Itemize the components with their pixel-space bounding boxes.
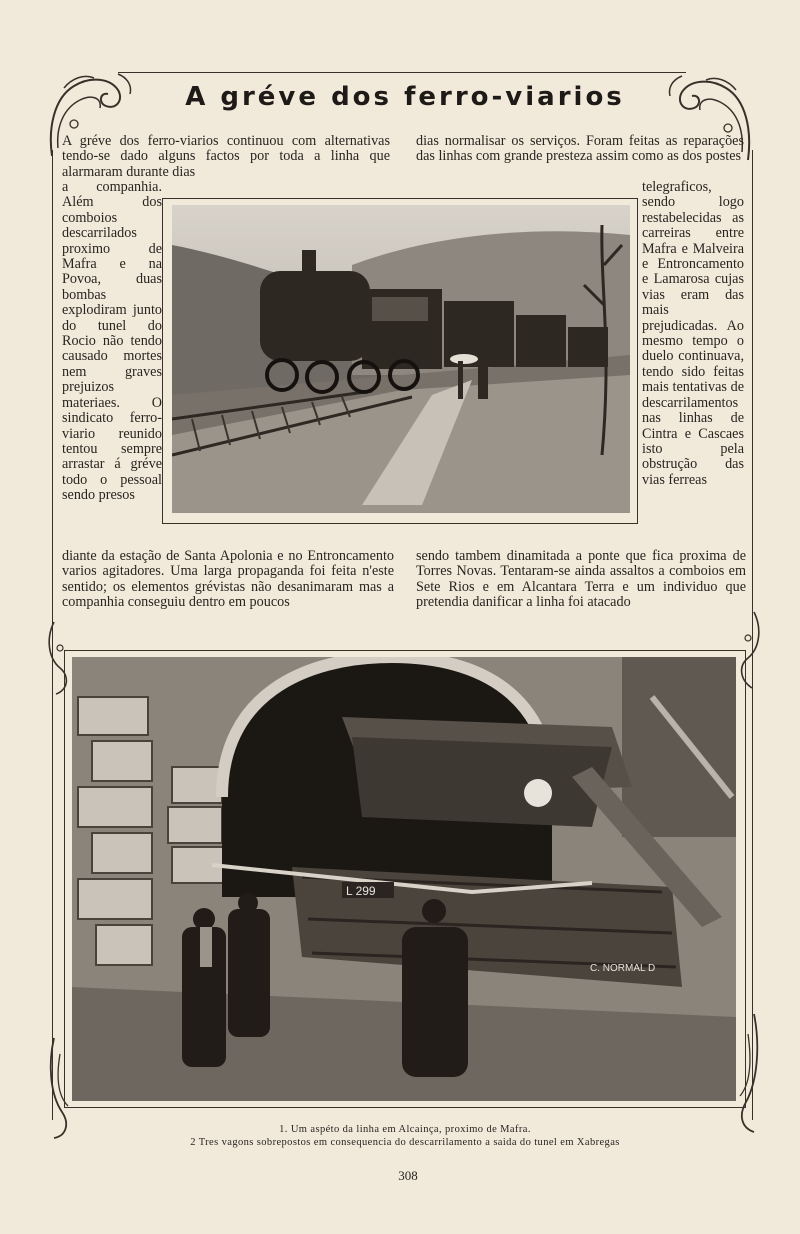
- paragraph-right-top: dias normalisar os serviços. Foram feitas as reparações das linhas com grande presteza assim como as dos postes: [416, 133, 744, 165]
- text-right-bottom: [416, 549, 746, 611]
- page-number: 308: [398, 1168, 418, 1183]
- wagon-company-label: C. NORMAL D: [590, 963, 656, 974]
- caption-photo1: 1. Um aspéto da linha em Alcainça, proximo de Mafra.: [279, 1124, 531, 1135]
- text-left-top: [62, 134, 390, 180]
- paragraph-left-top: A gréve dos ferro-viarios continuou com alternativas tendo-se dado alguns factos por toda a linha que alarmaram durante dias: [62, 133, 390, 180]
- paragraph-right-mid: telegraficos, sendo logo restabelecidas as carreiras entre Mafra e Malveira e Entroncamento e Lamarosa cujas vias eram das mais prejudicadas. Ao mesmo tempo o duelo continuava, tendo sido feitas mais tentativas de descarrilamentos nas linhas de Cintra e Cascaes isto pela obstrução das vias ferreas: [642, 179, 744, 488]
- text-left-mid: [62, 180, 162, 504]
- wagon-number-label: L 299: [346, 884, 376, 898]
- paragraph-left-mid: a companhia. Além dos comboios descarrilados proximo de Mafra e na Povoa, duas bombas explodiram junto do tunel do Rocio não tendo causado mortes nem graves prejuizos materiaes. O sindicato ferro-viario reunido tentou sempre arrastar á gréve todo o pessoal sendo presos: [62, 179, 162, 504]
- frame-top-rule: [118, 72, 686, 73]
- article-title: A gréve dos ferro-viarios: [185, 82, 625, 112]
- photo-tunnel-wreck: [72, 657, 736, 1101]
- text-left-bottom: [62, 549, 394, 611]
- paragraph-right-bottom: sendo tambem dinamitada a ponte que fica proxima de Torres Novas. Tentaram-se ainda assaltos a comboios em Sete Rios e em Alcantara Terra e um individuo que pretendia danificar a linha foi atacado: [416, 548, 746, 611]
- photo-locomotive: [172, 205, 630, 513]
- caption-photo2: 2 Tres vagons sobrepostos em consequencia do descarrilamento a saida do tunel em Xabregas: [190, 1137, 620, 1148]
- paragraph-left-bottom: diante da estação de Santa Apolonia e no Entroncamento varios agitadores. Uma larga propaganda foi feita n'este sentido; os elementos grévistas não desanimaram mas a companhia conseguiu dentro em poucos: [62, 548, 394, 611]
- text-right-mid: [642, 180, 744, 488]
- text-right-top: [416, 134, 744, 165]
